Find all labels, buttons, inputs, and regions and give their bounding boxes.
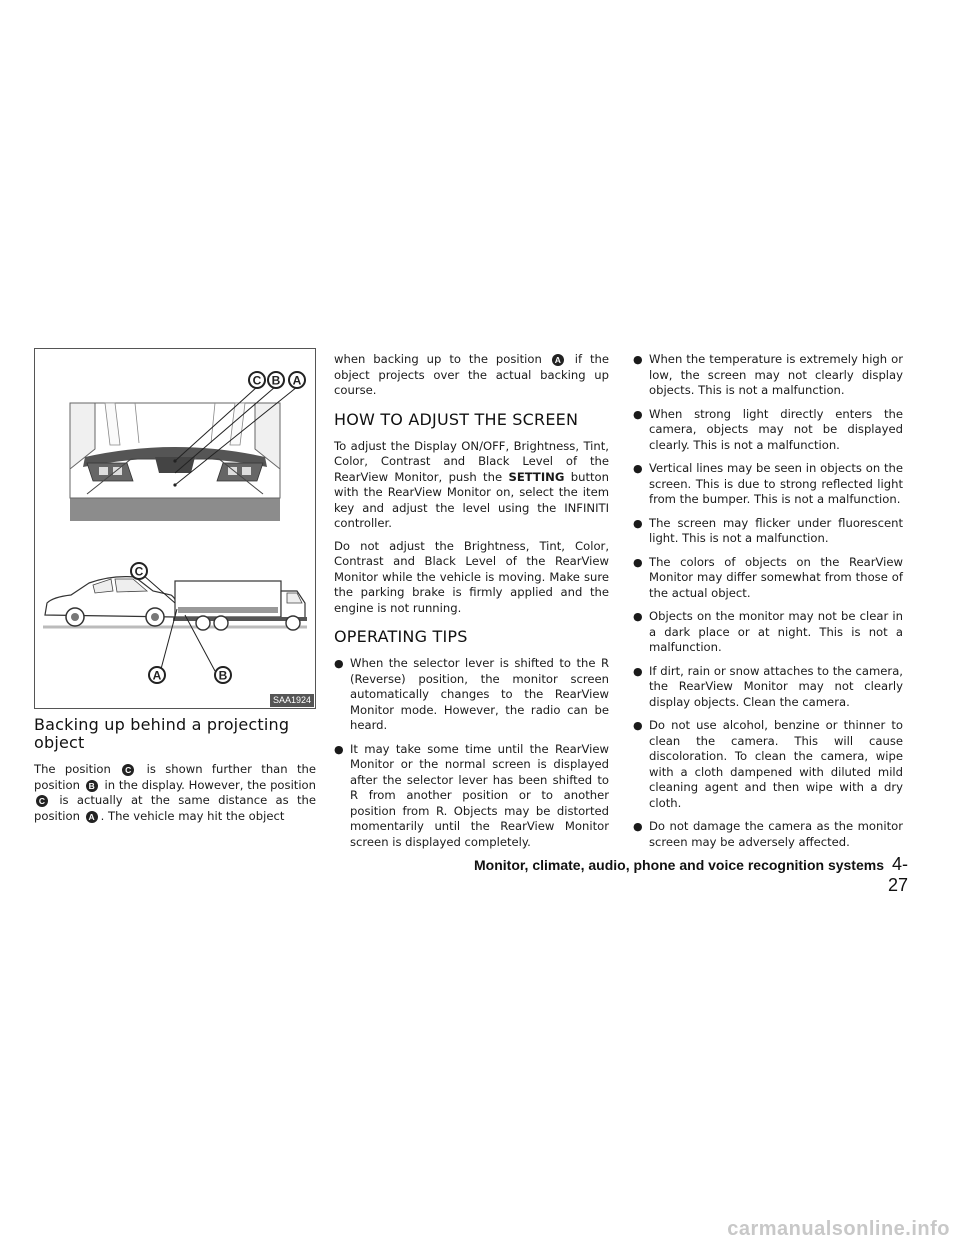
section-heading-backing-up: Backing up behind a projecting object [34,715,290,752]
circled-letter-icon: A [86,811,98,823]
rearview-diagram [35,349,315,708]
operating-tips-list-continued [633,352,903,850]
list-item: ● When strong light directly enters the camera, objects may not be displayed clearly. This is not a malfunction. [633,406,903,452]
list-item: ● Do not use alcohol, benzine or thinner to clean the camera. This will cause discoloration. To clean the camera, wipe with a cloth dampened with diluted mild cleaning agent and then wipe with a dry cloth. [633,718,903,810]
label-c-side-icon [131,563,147,579]
column-1 [34,716,316,831]
bullet-icon: ● [633,610,643,623]
bullet-icon: ● [633,719,643,732]
bullet-icon: ● [633,820,643,833]
watermark-text: carmanualsonline.info [727,1218,950,1240]
label-a-top: A [292,373,302,388]
footer-section-title: Monitor, climate, audio, phone and voice recognition systems [474,857,884,873]
bullet-icon: ● [334,657,344,670]
label-a-side-icon [149,667,165,683]
page-footer [458,854,908,896]
operating-tips-list [334,656,609,850]
list-item: ● The colors of objects on the RearView Monitor may differ somewhat from those of the actual object. [633,554,903,600]
list-item: ● Objects on the monitor may not be clear in a dark place or at night. This is not a malfunction. [633,609,903,654]
bullet-icon: ● [633,462,643,475]
column-2 [334,352,609,858]
circled-letter-icon: B [86,780,98,792]
circled-letter-icon: C [36,795,48,807]
list-item: ● The screen may flicker under fluorescent light. This is not a malfunction. [633,515,903,545]
side-view-illustration [43,575,307,671]
column-3 [633,352,903,858]
list-item: ● If dirt, rain or snow attaches to the camera, the RearView Monitor may not clearly display objects. Clean the camera. [633,663,903,709]
bullet-icon: ● [334,742,344,756]
paragraph-adjust-2: Do not adjust the Brightness, Tint, Color, Contrast and Black Level of the RearView Monitor while the vehicle is moving. Make sure the parking brake is firmly applied and the engine is not running. [334,538,609,615]
section-heading-operating-tips: OPERATING TIPS [334,627,468,646]
label-c-top-icon [249,372,265,388]
section-heading-adjust-screen: HOW TO ADJUST THE SCREEN [334,409,579,429]
label-a-top-icon [289,372,305,388]
page-number: 4-27 [887,854,908,895]
bullet-icon: ● [633,555,643,569]
setting-button-label: SETTING [508,469,565,484]
bullet-icon: ● [633,353,643,366]
label-b-top: B [271,373,281,388]
paragraph-adjust-1: To adjust the Display ON/OFF, Brightness, Tint, Color, Contrast and Black Level of the RearView Monitor, push the SETTING button with the RearView Monitor on, select the item key and adjust the level using the INFINITI controller. [334,438,609,530]
paragraph-backing-up: The position C is shown further than the position B in the display. However, the position C is actually at the same distance as the position A . The vehicle may hit the object [34,762,317,823]
bullet-icon: ● [633,516,643,530]
paragraph-continued: when backing up to the position A if the object projects over the actual backing up course. [334,352,610,397]
bullet-icon: ● [633,664,643,678]
watermark [0,1210,960,1242]
label-a-side: A [152,668,162,683]
label-c-side: C [134,564,144,579]
circled-letter-icon: A [552,354,564,366]
illustration-figure [34,348,316,709]
label-b-side-icon [215,667,231,683]
circled-letter-icon: C [122,764,134,776]
list-item: ● Vertical lines may be seen in objects on the screen. This is due to strong reflected light from the bumper. This is not a malfunction. [633,461,903,506]
list-item: ● When the temperature is extremely high or low, the screen may not clearly display objects. This is not a malfunction. [633,352,903,397]
label-b-top-icon [268,372,284,388]
list-item: ● When the selector lever is shifted to the R (Reverse) position, the monitor screen automatically changes to the RearView Monitor mode. However, the radio can be heard. [334,656,609,732]
figure-code: SAA1924 [270,694,314,707]
bullet-icon: ● [633,407,643,421]
label-c-top: C [252,373,262,388]
monitor-screen-illustration [70,387,297,521]
list-item: ● It may take some time until the RearView Monitor or the normal screen is displayed after the selector lever has been shifted to R from another position or to another position from R. Objects may be distorted momentarily until the RearView Monitor screen is displayed completely. [334,741,609,849]
list-item: ● Do not damage the camera as the monitor screen may be adversely affected. [633,819,903,849]
label-b-side: B [218,668,228,683]
